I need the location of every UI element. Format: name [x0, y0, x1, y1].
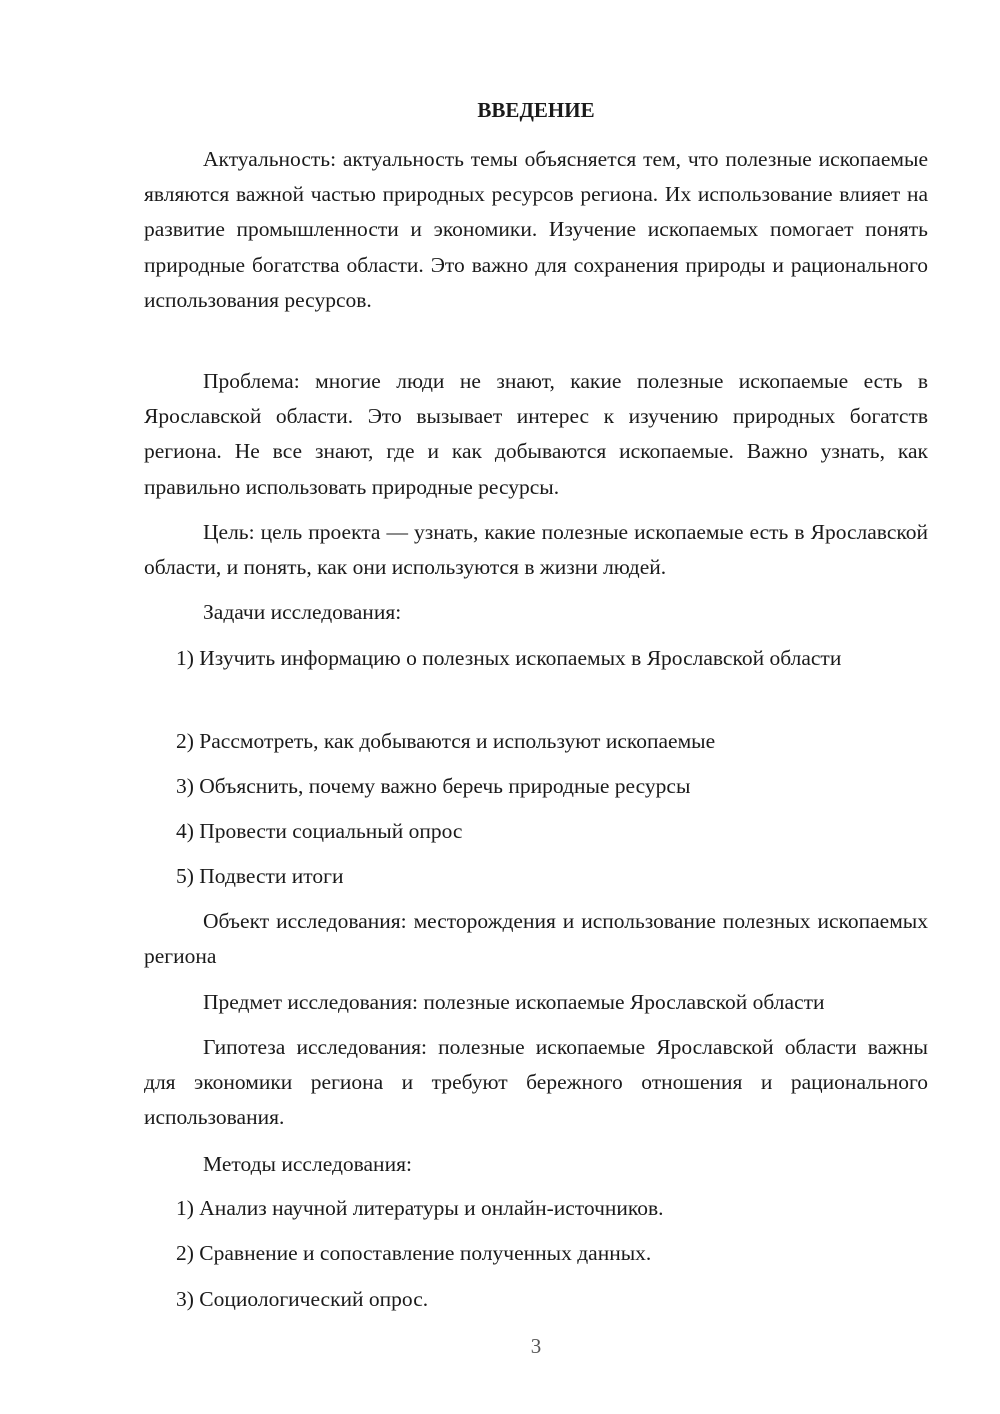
task-item-4: 4) Провести социальный опрос — [176, 819, 463, 843]
hypothesis-paragraph: Гипотеза исследования: полезные ископаемые Ярославской области важны для экономики региона и требуют бережного отношения и рационального использования. — [144, 1035, 928, 1130]
method-item-1: 1) Анализ научной литературы и онлайн-источников. — [176, 1196, 664, 1220]
task-item-2: 2) Рассмотреть, как добываются и используют ископаемые — [176, 729, 716, 753]
method-item-2: 2) Сравнение и сопоставление полученных данных. — [176, 1241, 652, 1265]
page-title: ВВЕДЕНИЕ — [477, 98, 595, 122]
page-number: 3 — [530, 1334, 542, 1358]
relevance-paragraph: Актуальность: актуальность темы объясняется тем, что полезные ископаемые являются важной частью природных ресурсов региона. Их использование влияет на развитие промышленности и экономики. Изучение ископаемых помогает понять природные богатства области. Это важно для сохранения природы и рационального использования ресурсов. — [144, 147, 928, 312]
subject-paragraph: Предмет исследования: полезные ископаемые Ярославской области — [203, 990, 825, 1014]
problem-paragraph: Проблема: многие люди не знают, какие полезные ископаемые есть в Ярославской области. Это вызывает интерес к изучению природных богатств региона. Не все знают, где и как добываются ископаемые. Важно узнать, как правильно использовать природные ресурсы. — [144, 369, 928, 499]
task-item-5: 5) Подвести итоги — [176, 864, 344, 888]
methods-heading: Методы исследования: — [203, 1152, 412, 1176]
goal-paragraph: Цель: цель проекта — узнать, какие полезные ископаемые есть в Ярославской области, и понять, как они используются в жизни людей. — [144, 520, 928, 580]
object-paragraph: Объект исследования: месторождения и использование полезных ископаемых региона — [144, 909, 928, 969]
tasks-heading: Задачи исследования: — [203, 600, 402, 624]
task-item-1: 1) Изучить информацию о полезных ископаемых в Ярославской области — [176, 646, 842, 670]
method-item-3: 3) Социологический опрос. — [176, 1287, 429, 1311]
task-item-3: 3) Объяснить, почему важно беречь природные ресурсы — [176, 774, 691, 798]
